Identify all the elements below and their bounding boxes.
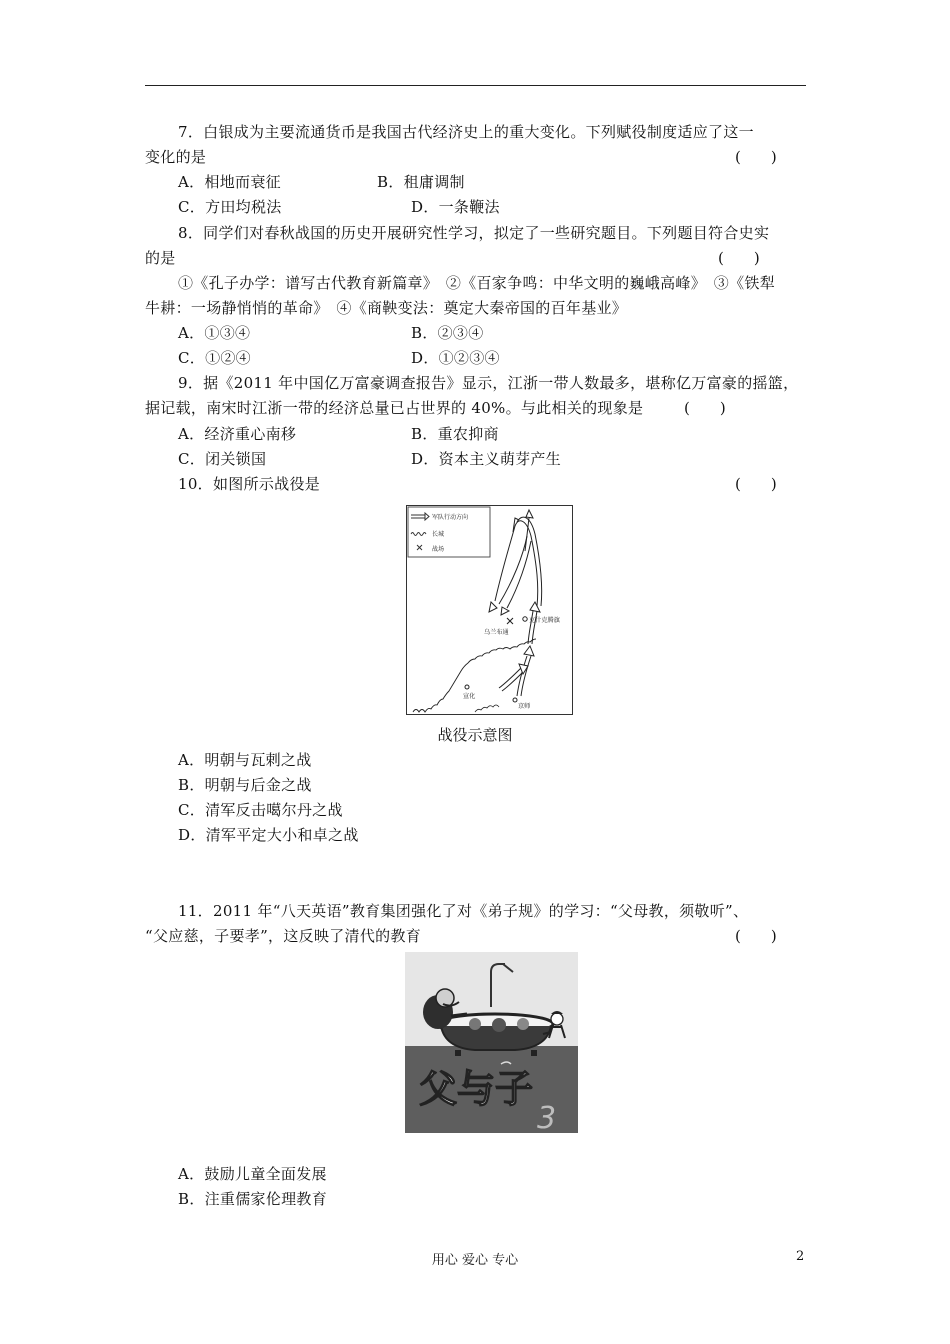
q10-stem: 10．如图所示战役是 [178,475,321,493]
q11-option-a: A．鼓励儿童全面发展 [178,1165,327,1183]
great-wall-line [413,639,536,712]
q9-answer-paren: ( ) [684,399,726,417]
label-xuanhua: 宣化 [463,693,476,700]
legend-arrow-icon [411,513,429,520]
q8-option-c: C．①②④ [178,349,251,367]
label-keshiketeng: 克什克腾旗 [529,617,560,624]
page-footer: 用心 爱心 专心 [431,1253,519,1268]
xuanhua-dot [465,685,469,689]
battlefield-mark-icon [507,618,513,624]
q10-option-c: C．清军反击噶尔丹之战 [178,801,343,819]
q11-answer-paren: ( ) [735,927,777,945]
jingshi-dot [513,698,517,702]
q9-option-c: C．闭关锁国 [178,450,267,468]
q8-stem-line1: 8．同学们对春秋战国的历史开展研究性学习，拟定了一些研究题目。下列题目符合史实 [178,224,770,242]
q9-option-d: D．资本主义萌芽产生 [411,450,562,468]
q7-option-a: A．相地而衰征 [178,173,281,191]
q7-stem-line2: 变化的是 [145,148,207,166]
page-number: 2 [796,1249,805,1264]
q8-option-d: D．①②③④ [411,349,500,367]
q11-stem-line2: “父应慈，子要孝”，这反映了清代的教育 [145,927,422,945]
great-wall-branch [475,705,499,712]
legend-battle-icon [417,545,422,550]
q8-topics-line2: 牛耕：一场静悄悄的革命》 ④《商鞅变法：奠定大秦帝国的百年基业》 [145,299,628,317]
legend-wall-label: 长城 [432,531,445,538]
keshiketeng-dot [523,617,527,621]
q8-stem-line2: 的是 [145,249,176,267]
q9-option-a: A．经济重心南移 [178,425,297,443]
q9-option-b: B．重农抑商 [411,425,499,443]
q7-answer-paren: ( ) [735,148,777,166]
q7-stem-line1: 7．白银成为主要流通货币是我国古代经济史上的重大变化。下列赋役制度适应了这一 [178,123,754,141]
q10-answer-paren: ( ) [735,475,777,493]
q9-stem-line1: 9．据《2011 年中国亿万富豪调查报告》显示，江浙一带人数最多，堪称亿万富豪的摇篮， [178,374,799,392]
label-jingshi: 京师 [518,703,531,710]
map-caption: 战役示意图 [437,726,513,744]
father-and-son-illustration [405,952,578,1133]
legend-wall-icon [411,533,426,536]
battle-map [406,505,573,715]
q10-option-b: B．明朝与后金之战 [178,776,312,794]
q8-answer-paren: ( ) [718,249,760,267]
q9-stem-line2: 据记载，南宋时江浙一带的经济总量已占世界的 40%。与此相关的现象是 [145,399,644,417]
q10-option-a: A．明朝与瓦剌之战 [178,751,312,769]
q8-option-a: A．①③④ [178,324,251,342]
q11-option-b: B．注重儒家伦理教育 [178,1190,328,1208]
legend-battle-label: 战场 [432,546,445,553]
route-loop-arrows [489,510,542,615]
q7-option-d: D．一条鞭法 [411,198,500,216]
illustration-title: 父与子 [419,1067,534,1111]
q7-option-b: B．租庸调制 [377,173,465,191]
q8-topics-line1: ①《孔子办学：谱写古代教育新篇章》 ②《百家争鸣：中华文明的巍峨高峰》 ③《铁犁 [178,274,776,292]
q7-option-c: C．方田均税法 [178,198,282,216]
q8-option-b: B．②③④ [411,324,484,342]
legend-arrow-label: 军队行动方向 [432,514,469,521]
header-rule [145,85,806,86]
illustration-volume-number: 3 [537,1101,557,1133]
q11-stem-line1: 11．2011 年“八天英语”教育集团强化了对《弟子规》的学习：“父母教，须敬听”、 [178,902,749,920]
label-wulanbutong: 乌兰布通 [484,629,509,636]
q10-option-d: D．清军平定大小和卓之战 [178,826,359,844]
